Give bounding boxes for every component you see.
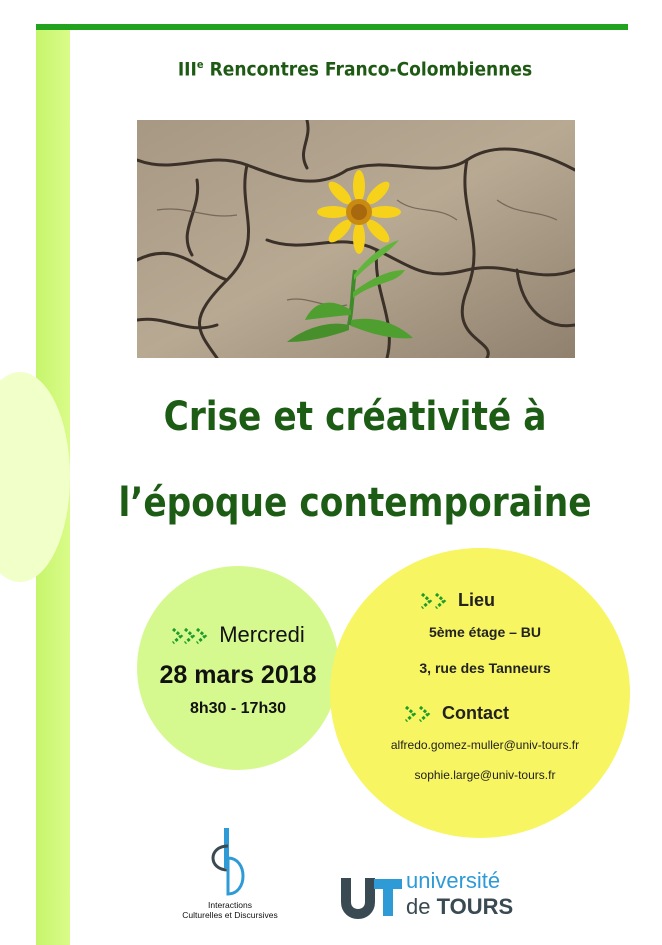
de-tours-bold: TOURS <box>436 894 514 919</box>
location-floor: 5ème étage – BU <box>428 624 542 640</box>
title-line-2: l’époque contemporaine <box>118 480 592 526</box>
contact-email-2[interactable]: sophie.large@univ-tours.fr <box>414 768 556 782</box>
subtitle-prefix: III <box>177 58 197 81</box>
date-hours: 8h30 - 17h30 <box>189 700 287 717</box>
contact-heading <box>404 703 509 724</box>
double-chevron-right-icon <box>420 592 454 610</box>
event-subtitle <box>99 58 612 80</box>
location-address: 3, rue des Tanneurs <box>419 660 551 676</box>
date-full: 28 mars 2018 <box>159 661 317 689</box>
double-chevron-right-icon <box>171 627 215 645</box>
date-day-row <box>150 622 326 648</box>
location-heading <box>420 590 495 611</box>
left-band-arc-mask <box>70 360 110 600</box>
icd-caption-line-1: Interactions <box>208 900 252 910</box>
de-tours-wordmark <box>406 894 513 920</box>
location-heading-label: Lieu <box>458 590 496 610</box>
subtitle-rest: Rencontres Franco-Colombiennes <box>203 58 533 81</box>
contact-heading-label: Contact <box>442 703 509 723</box>
icd-logo <box>200 828 260 898</box>
photo-illustration <box>137 120 575 358</box>
title-line-1: Crise et créativité à <box>163 394 547 440</box>
top-rule <box>36 24 628 30</box>
flower <box>317 170 401 254</box>
icd-caption-line-2: Culturelles et Discursives <box>182 910 278 920</box>
date-day: Mercredi <box>219 622 305 647</box>
de-tours-prefix: de <box>406 894 431 919</box>
double-chevron-right-icon <box>404 705 438 723</box>
contact-email-1[interactable]: alfredo.gomez-muller@univ-tours.fr <box>390 738 580 752</box>
universite-wordmark: université <box>406 868 501 893</box>
subtitle-superscript: e <box>196 58 204 71</box>
cracked-earth-flower-photo <box>137 120 575 358</box>
